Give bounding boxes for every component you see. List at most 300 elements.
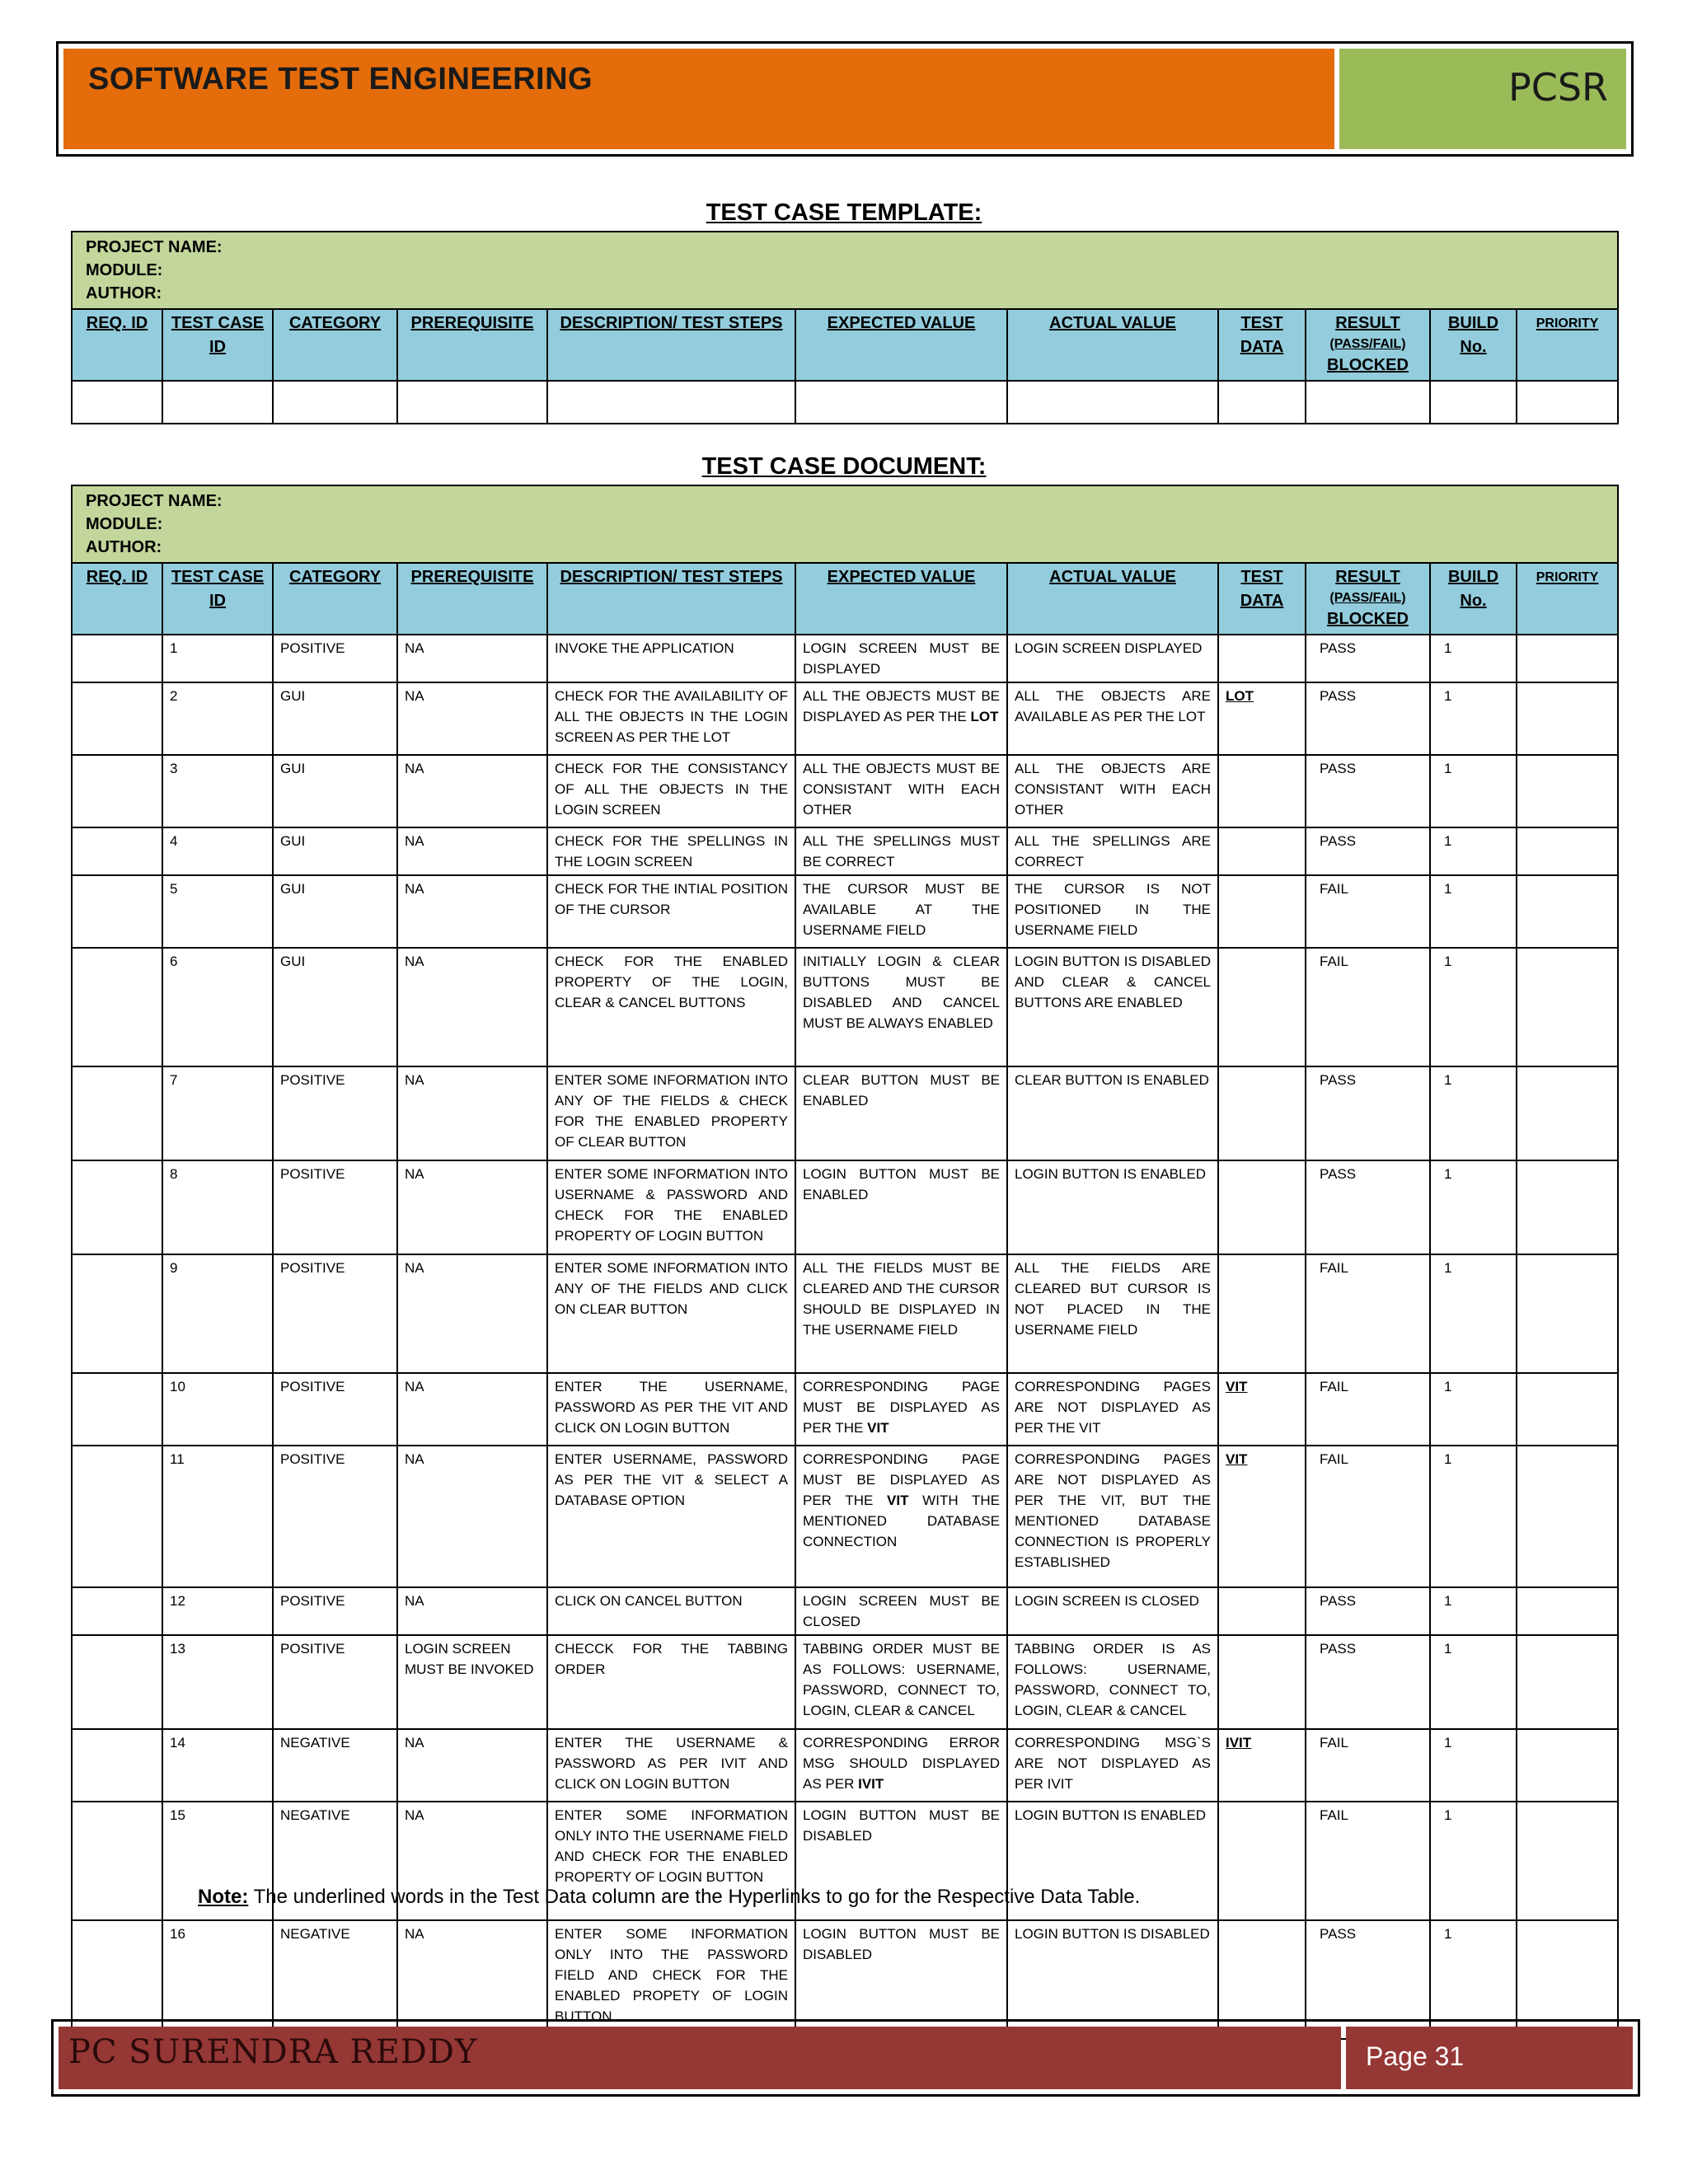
expected-value-cell [795,1254,1007,1373]
build-no-cell [1430,1254,1517,1373]
prerequisite-cell [397,1446,547,1587]
req-id-cell [72,1635,162,1729]
test-data-cell [1218,1729,1306,1802]
build-no-cell-text: 1 [1444,1260,1452,1276]
req-id-cell [72,755,162,827]
table-row [72,1635,1618,1729]
document-body [72,635,1618,2039]
description-cell-text: CHECK FOR THE INTIAL POSITION OF THE CURSOR [555,881,788,917]
test-data-cell [1218,682,1306,755]
description-cell-text: CHECK FOR THE AVAILABILITY OF ALL THE OBJECTS IN THE LOGIN SCREEN AS PER THE LOT [555,688,788,745]
priority-cell [1517,1066,1618,1160]
category-cell-text: POSITIVE [280,1166,345,1182]
actual-value-cell-text: CLEAR BUTTON IS ENABLED [1015,1072,1209,1088]
result-cell [1306,1160,1430,1254]
build-no-cell [1430,875,1517,948]
test-case-id-cell-text: 13 [170,1641,185,1657]
test-data-cell [1218,1373,1306,1446]
req-id-cell [72,1587,162,1635]
result-cell [1306,1446,1430,1587]
build-no-cell-text: 1 [1444,1641,1452,1657]
test-data-header [1218,563,1306,635]
result-cell-text: PASS [1320,1641,1357,1657]
expected-value-cell-text: ALL THE OBJECTS MUST BE CONSISTANT WITH EACH OTHER [803,761,1000,818]
build-no-cell-text: 1 [1444,761,1452,776]
priority-cell [1517,948,1618,1066]
category-cell [273,948,397,1066]
result-cell [1306,682,1430,755]
table-row [72,1066,1618,1160]
expected-value-header [795,563,1007,635]
actual-value-cell [1007,1066,1218,1160]
result-cell [1306,948,1430,1066]
actual-value-header [1007,563,1218,635]
test-case-id-cell-text: 11 [170,1451,185,1467]
category-cell-text: POSITIVE [280,640,345,656]
test-case-id-header [162,309,273,381]
prerequisite-cell [397,948,547,1066]
category-cell-text: POSITIVE [280,1072,345,1088]
result-header-blocked: BLOCKED [1327,610,1409,628]
build-no-cell-text: 1 [1444,954,1452,969]
category-header-label: CATEGORY [288,314,382,332]
result-cell [1306,1066,1430,1160]
empty-cell [1007,381,1218,424]
priority-header-label: PRIORITY [1536,570,1599,584]
prerequisite-cell [397,1066,547,1160]
expected-value-cell-text: CORRESPONDING ERROR MSG SHOULD DISPLAYED AS PER [803,1735,1000,1792]
module-label: MODULE: [86,261,163,279]
note-label: Note: [198,1886,249,1908]
expected-value-cell [795,1160,1007,1254]
actual-value-header-label: ACTUAL VALUE [1049,568,1176,586]
expected-value-cell-text: LOGIN SCREEN MUST BE CLOSED [803,1593,1000,1629]
expected-value-cell [795,1729,1007,1802]
test-case-id-cell-text: 4 [170,833,178,849]
footer-name-panel [59,2027,1341,2089]
test-data-cell [1218,827,1306,875]
result-cell-text: PASS [1320,1072,1357,1088]
description-cell-text: CHECK FOR THE ENABLED PROPERTY OF THE LOGIN, CLEAR & CANCEL BUTTONS [555,954,788,1010]
category-cell [273,682,397,755]
result-cell [1306,1635,1430,1729]
test-case-id-cell-text: 12 [170,1593,185,1609]
result-cell-text: FAIL [1320,1735,1348,1750]
prerequisite-header-label: PREREQUISITE [410,314,534,332]
req-id-cell [72,827,162,875]
result-header-label: RESULT [1335,568,1400,586]
test-case-id-cell [162,755,273,827]
header-title-panel [63,49,1334,149]
expected-value-header-label: EXPECTED VALUE [827,314,976,332]
actual-value-cell [1007,1635,1218,1729]
empty-cell [1306,381,1430,424]
category-cell-text: GUI [280,881,306,897]
category-cell [273,1635,397,1729]
prerequisite-header [397,563,547,635]
result-header-sub: (PASS/FAIL) [1329,591,1406,605]
test-case-id-cell-text: 2 [170,688,178,704]
description-cell [547,1635,795,1729]
expected-value-cell-text: ALL THE FIELDS MUST BE CLEARED AND THE CURSOR SHOULD BE DISPLAYED IN THE USERNAME FIELD [803,1260,1000,1338]
expected-value-reference: VIT [867,1420,889,1436]
actual-value-cell [1007,1160,1218,1254]
prerequisite-cell [397,827,547,875]
actual-value-cell-text: LOGIN BUTTON IS DISABLED AND CLEAR & CANCEL BUTTONS ARE ENABLED [1015,954,1211,1010]
description-cell-text: CHECCK FOR THE TABBING ORDER [555,1641,788,1677]
req-id-header [72,563,162,635]
actual-value-cell [1007,1587,1218,1635]
test-data-cell [1218,1160,1306,1254]
expected-value-cell [795,755,1007,827]
category-cell-text: NEGATIVE [280,1926,350,1942]
author-name: PC SURENDRA REDDY [68,2033,478,2071]
result-cell-text: FAIL [1320,881,1348,897]
result-cell-text: PASS [1320,640,1357,656]
req-id-header-label: REQ. ID [86,568,148,586]
category-cell [273,1446,397,1587]
build-no-cell-text: 1 [1444,1807,1452,1823]
priority-cell [1517,1373,1618,1446]
prerequisite-cell [397,682,547,755]
priority-header-label: PRIORITY [1536,316,1599,330]
priority-cell [1517,1729,1618,1802]
result-cell-text: PASS [1320,1926,1357,1942]
description-header [547,563,795,635]
result-cell-text: PASS [1320,833,1357,849]
result-header-label: RESULT [1335,314,1400,332]
category-cell-text: POSITIVE [280,1641,345,1657]
prerequisite-cell-text: NA [405,761,424,776]
req-id-cell [72,1160,162,1254]
actual-value-cell-text: LOGIN BUTTON IS DISABLED [1015,1926,1210,1942]
test-data-header-label: TEST DATA [1240,314,1284,356]
req-id-cell [72,1254,162,1373]
expected-value-cell [795,682,1007,755]
build-no-cell [1430,635,1517,682]
description-cell-text: ENTER SOME INFORMATION INTO ANY OF THE FIELDS AND CLICK ON CLEAR BUTTON [555,1260,788,1317]
test-case-id-cell [162,1373,273,1446]
category-cell [273,827,397,875]
result-cell [1306,1254,1430,1373]
req-id-cell [72,875,162,948]
req-id-cell [72,1373,162,1446]
build-no-cell [1430,827,1517,875]
category-header-label: CATEGORY [288,568,382,586]
actual-value-cell [1007,1254,1218,1373]
test-case-id-cell-text: 14 [170,1735,185,1750]
test-case-id-cell-text: 6 [170,954,178,969]
test-case-id-cell [162,635,273,682]
prerequisite-cell [397,635,547,682]
actual-value-cell-text: ALL THE SPELLINGS ARE CORRECT [1015,833,1211,869]
description-cell-text: CLICK ON CANCEL BUTTON [555,1593,743,1609]
prerequisite-cell-text: NA [405,1735,424,1750]
test-case-id-cell-text: 10 [170,1379,185,1394]
result-cell-text: PASS [1320,1593,1357,1609]
actual-value-header [1007,309,1218,381]
actual-value-cell-text: LOGIN SCREEN IS CLOSED [1015,1593,1199,1609]
expected-value-cell-text: CORRESPONDING PAGE MUST BE DISPLAYED AS PER THE [803,1451,1000,1508]
description-cell-text: ENTER SOME INFORMATION INTO ANY OF THE FIELDS & CHECK FOR THE ENABLED PROPERTY OF CLEAR BUTTON [555,1072,788,1150]
test-data-cell [1218,635,1306,682]
actual-value-cell [1007,1373,1218,1446]
result-cell [1306,1373,1430,1446]
build-no-cell-text: 1 [1444,1926,1452,1942]
req-id-cell [72,682,162,755]
test-case-id-header [162,563,273,635]
test-case-id-cell-text: 3 [170,761,178,776]
actual-value-cell-text: LOGIN SCREEN DISPLAYED [1015,640,1203,656]
description-cell [547,755,795,827]
actual-value-cell-text: ALL THE FIELDS ARE CLEARED BUT CURSOR IS NOT PLACED IN THE USERNAME FIELD [1015,1260,1211,1338]
actual-value-cell [1007,755,1218,827]
expected-value-cell [795,635,1007,682]
prerequisite-cell [397,1587,547,1635]
test-case-id-header-label: TEST CASE ID [171,314,265,356]
footer-banner [51,2019,1640,2097]
table-row [72,1160,1618,1254]
prerequisite-cell-text: NA [405,640,424,656]
result-cell-text: FAIL [1320,1451,1348,1467]
module-label: MODULE: [86,515,163,533]
build-no-header-label: BUILD No. [1447,568,1499,610]
table-row [72,827,1618,875]
category-header [273,309,397,381]
description-cell-text: ENTER THE USERNAME & PASSWORD AS PER IVIT AND CLICK ON LOGIN BUTTON [555,1735,788,1792]
result-cell [1306,755,1430,827]
expected-value-cell-text: THE CURSOR MUST BE AVAILABLE AT THE USERNAME FIELD [803,881,1000,938]
template-title: TEST CASE TEMPLATE: [706,199,982,226]
result-cell [1306,827,1430,875]
table-row [72,682,1618,755]
result-cell-text: FAIL [1320,1807,1348,1823]
build-no-cell [1430,1373,1517,1446]
test-case-id-cell [162,1066,273,1160]
priority-cell [1517,682,1618,755]
table-row [72,1729,1618,1802]
test-case-id-cell [162,875,273,948]
description-header-label: DESCRIPTION/ TEST STEPS [560,314,783,332]
test-case-id-cell-text: 1 [170,640,178,656]
category-cell [273,1160,397,1254]
build-no-cell [1430,1160,1517,1254]
result-cell [1306,1802,1430,1920]
project-name-label: PROJECT NAME: [86,492,223,510]
priority-cell [1517,755,1618,827]
description-cell [547,1446,795,1587]
prerequisite-cell-text: NA [405,1260,424,1276]
expected-value-cell [795,948,1007,1066]
priority-cell [1517,1635,1618,1729]
description-cell [547,1160,795,1254]
build-no-header [1430,309,1517,381]
prerequisite-cell-text: NA [405,1926,424,1942]
description-cell [547,875,795,948]
result-cell-text: PASS [1320,761,1357,776]
description-cell [547,1587,795,1635]
header-banner [56,41,1634,157]
actual-value-cell-text: LOGIN BUTTON IS ENABLED [1015,1166,1207,1182]
priority-cell [1517,1446,1618,1587]
prerequisite-cell [397,1373,547,1446]
expected-value-cell [795,1587,1007,1635]
prerequisite-cell-text: NA [405,954,424,969]
test-case-id-cell-text: 8 [170,1166,178,1182]
category-cell [273,635,397,682]
priority-header [1517,563,1618,635]
expected-value-cell [795,875,1007,948]
prerequisite-cell-text: NA [405,881,424,897]
table-row [72,1587,1618,1635]
description-cell [547,682,795,755]
header-code-panel [1339,49,1626,149]
empty-cell [72,381,162,424]
prerequisite-cell-text: LOGIN SCREEN MUST BE INVOKED [405,1641,534,1677]
category-cell [273,1373,397,1446]
expected-value-reference: VIT [887,1493,909,1508]
actual-value-header-label: ACTUAL VALUE [1049,314,1176,332]
category-cell-text: POSITIVE [280,1379,345,1394]
table-row [72,1373,1618,1446]
build-no-cell [1430,755,1517,827]
build-no-cell [1430,1446,1517,1587]
build-no-cell-text: 1 [1444,1379,1452,1394]
prerequisite-cell-text: NA [405,833,424,849]
actual-value-cell-text: CORRESPONDING PAGES ARE NOT DISPLAYED AS PER THE VIT [1015,1379,1211,1436]
priority-header [1517,309,1618,381]
description-cell [547,948,795,1066]
test-case-id-cell [162,1446,273,1587]
project-name-label: PROJECT NAME: [86,238,223,256]
note [198,1886,1140,1909]
expected-value-cell-text: ALL THE OBJECTS MUST BE DISPLAYED AS PER THE [803,688,1000,724]
description-cell [547,1066,795,1160]
result-cell-text: PASS [1320,1166,1357,1182]
result-cell [1306,1587,1430,1635]
prerequisite-header-label: PREREQUISITE [410,568,534,586]
expected-value-cell-text: LOGIN BUTTON MUST BE DISABLED [803,1926,1000,1962]
category-cell-text: POSITIVE [280,1451,345,1467]
table-row [72,875,1618,948]
build-no-cell [1430,1635,1517,1729]
description-cell-text: ENTER USERNAME, PASSWORD AS PER THE VIT & SELECT A DATABASE OPTION [555,1451,788,1508]
test-case-id-cell-text: 7 [170,1072,178,1088]
test-data-link[interactable]: IVIT [1226,1735,1252,1750]
test-data-link[interactable]: LOT [1226,688,1254,704]
document-header-row [72,563,1618,635]
category-cell-text: GUI [280,761,306,776]
description-cell-text: ENTER SOME INFORMATION ONLY INTO THE PASSWORD FIELD AND CHECK FOR THE ENABLED PROPETY OF LOGIN BUTTON [555,1926,788,2024]
test-case-id-cell [162,948,273,1066]
test-data-cell [1218,1587,1306,1635]
category-cell-text: NEGATIVE [280,1807,350,1823]
test-data-cell [1218,948,1306,1066]
template-header-row [72,309,1618,381]
build-no-header [1430,563,1517,635]
empty-cell [397,381,547,424]
template-empty-row [72,381,1618,424]
build-no-cell-text: 1 [1444,833,1452,849]
actual-value-cell-text: THE CURSOR IS NOT POSITIONED IN THE USERNAME FIELD [1015,881,1211,938]
expected-value-cell-text: CLEAR BUTTON MUST BE ENABLED [803,1072,1000,1108]
description-cell-text: ENTER SOME INFORMATION ONLY INTO THE USERNAME FIELD AND CHECK FOR THE ENABLED PROPERTY OF LOGIN BUTTON [555,1807,788,1885]
table-row [72,755,1618,827]
test-data-link[interactable]: VIT [1226,1451,1248,1467]
description-cell [547,827,795,875]
req-id-cell [72,635,162,682]
test-data-cell [1218,1066,1306,1160]
expected-value-cell-text: LOGIN BUTTON MUST BE DISABLED [803,1807,1000,1844]
category-cell-text: POSITIVE [280,1593,345,1609]
category-cell-text: NEGATIVE [280,1735,350,1750]
actual-value-cell-text: ALL THE OBJECTS ARE AVAILABLE AS PER THE LOT [1015,688,1211,724]
result-cell [1306,635,1430,682]
expected-value-cell [795,827,1007,875]
category-cell-text: GUI [280,688,306,704]
description-cell [547,1254,795,1373]
actual-value-cell [1007,635,1218,682]
build-no-cell-text: 1 [1444,881,1452,897]
actual-value-cell [1007,827,1218,875]
note-text: The underlined words in the Test Data column are the Hyperlinks to go for the Respective Data Table. [248,1886,1141,1908]
result-header [1306,563,1430,635]
build-no-cell [1430,1802,1517,1920]
result-cell [1306,1729,1430,1802]
build-no-cell-text: 1 [1444,1451,1452,1467]
test-case-id-cell [162,1729,273,1802]
prerequisite-cell-text: NA [405,1166,424,1182]
description-cell-text: CHECK FOR THE CONSISTANCY OF ALL THE OBJECTS IN THE LOGIN SCREEN [555,761,788,818]
empty-cell [1430,381,1517,424]
req-id-cell [72,1446,162,1587]
expected-value-cell [795,1446,1007,1587]
header-code: PCSR [1507,65,1608,110]
test-case-id-cell [162,1254,273,1373]
category-cell [273,1254,397,1373]
expected-value-cell-text: TABBING ORDER MUST BE AS FOLLOWS: USERNAME, PASSWORD, CONNECT TO, LOGIN, CLEAR & CANCEL [803,1641,1000,1718]
prerequisite-cell-text: NA [405,1451,424,1467]
prerequisite-cell-text: NA [405,1072,424,1088]
page-number: Page 31 [1366,2041,1465,2071]
result-cell-text: PASS [1320,688,1357,704]
req-id-cell [72,1066,162,1160]
result-header-blocked: BLOCKED [1327,356,1409,374]
expected-value-cell [795,1066,1007,1160]
expected-value-reference: IVIT [858,1776,884,1792]
priority-cell [1517,1254,1618,1373]
empty-cell [162,381,273,424]
test-case-id-cell [162,827,273,875]
actual-value-cell-text: CORRESPONDING MSG`S ARE NOT DISPLAYED AS PER IVIT [1015,1735,1211,1792]
expected-value-cell-text: LOGIN SCREEN MUST BE DISPLAYED [803,640,1000,677]
category-cell-text: GUI [280,833,306,849]
description-cell [547,1729,795,1802]
prerequisite-header [397,309,547,381]
test-data-cell [1218,1635,1306,1729]
test-data-link[interactable]: VIT [1226,1379,1248,1394]
category-cell [273,1587,397,1635]
description-cell [547,1373,795,1446]
expected-value-cell-text: CORRESPONDING PAGE MUST BE DISPLAYED AS PER THE [803,1379,1000,1436]
build-no-cell-text: 1 [1444,1593,1452,1609]
description-cell-text: ENTER THE USERNAME, PASSWORD AS PER THE VIT AND CLICK ON LOGIN BUTTON [555,1379,788,1436]
priority-cell [1517,827,1618,875]
category-cell [273,755,397,827]
result-header [1306,309,1430,381]
actual-value-cell [1007,1446,1218,1587]
category-cell [273,875,397,948]
